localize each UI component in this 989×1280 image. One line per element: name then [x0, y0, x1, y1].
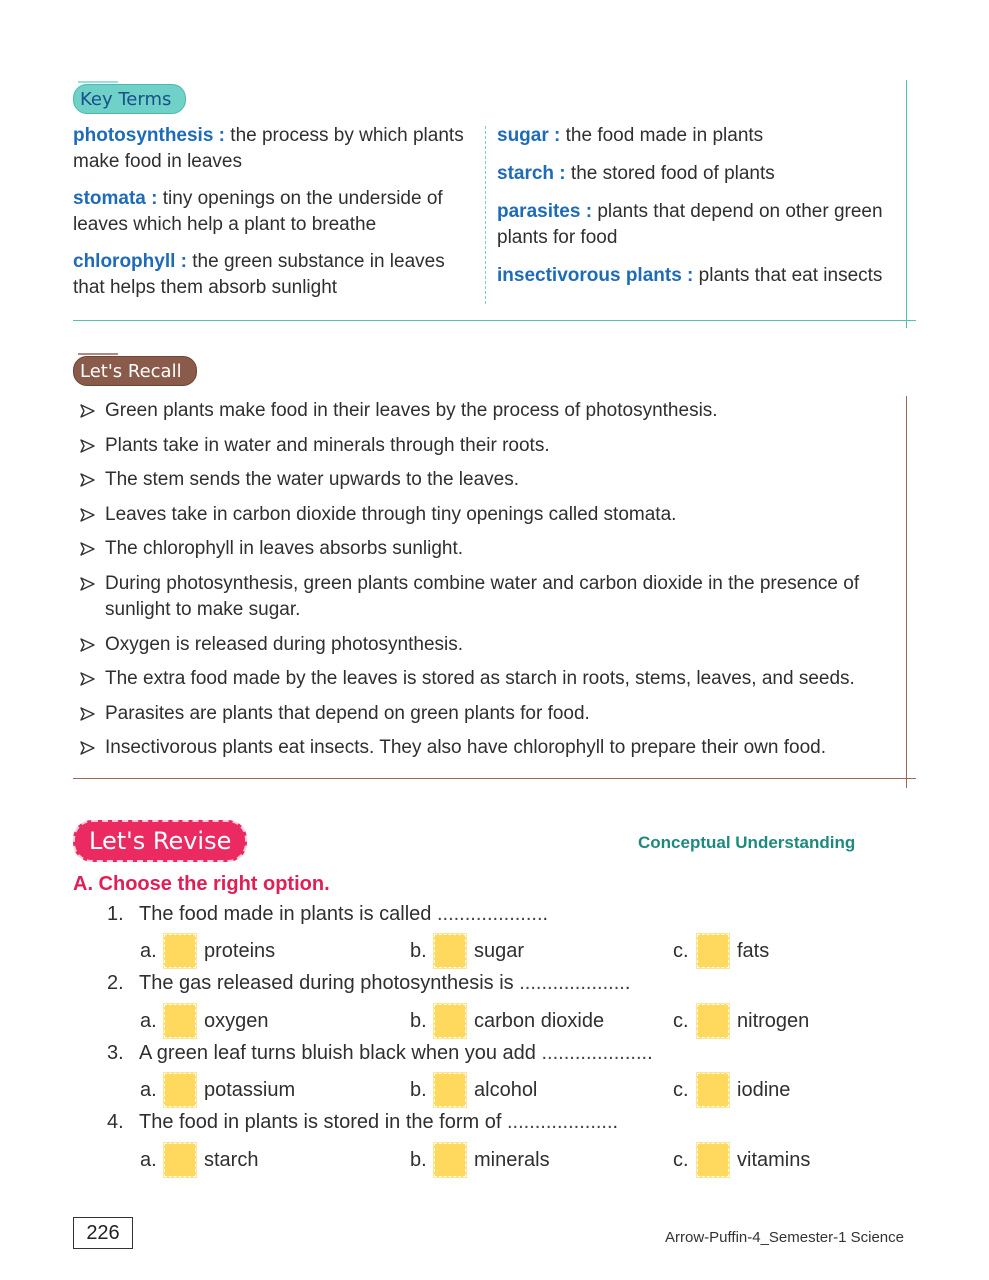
- option[interactable]: [140, 1073, 295, 1107]
- answer-checkbox[interactable]: [164, 1004, 196, 1038]
- key-terms-title: Key Terms: [80, 88, 172, 110]
- category-label: Conceptual Understanding: [638, 833, 856, 852]
- arrowhead-bullet-icon: [78, 571, 98, 597]
- key-term-definition: the stored food of plants: [565, 163, 775, 184]
- option-letter: a.: [140, 1078, 157, 1101]
- option[interactable]: [673, 1073, 790, 1107]
- list-item: [78, 571, 908, 623]
- option[interactable]: [410, 1004, 604, 1038]
- option[interactable]: [410, 934, 524, 968]
- key-term-item: [497, 199, 907, 251]
- recall-tag: [73, 356, 197, 386]
- arrowhead-bullet-icon: [78, 735, 98, 761]
- revise-title: Let's Revise: [89, 827, 232, 855]
- question-number: 2.: [107, 972, 124, 994]
- arrowhead-bullet-icon: [78, 467, 98, 493]
- option[interactable]: [140, 1004, 269, 1038]
- question: [107, 1111, 618, 1134]
- option[interactable]: [673, 1004, 809, 1038]
- recall-text: Plants take in water and minerals through their roots.: [105, 434, 550, 456]
- list-item: [78, 632, 908, 658]
- arrowhead-bullet-icon: [78, 433, 98, 459]
- option-letter: b.: [410, 1078, 427, 1101]
- key-term-word: insectivorous plants :: [497, 265, 694, 286]
- option-letter: b.: [410, 1009, 427, 1032]
- page-number: 226: [73, 1217, 133, 1249]
- option-letter: c.: [673, 1078, 689, 1101]
- question-end: .: [624, 972, 631, 994]
- key-term-item: [497, 161, 907, 187]
- question-number: 1.: [107, 903, 124, 925]
- option-text: alcohol: [474, 1078, 538, 1101]
- key-term-item: [73, 186, 478, 238]
- recall-text: Oxygen is released during photosynthesis.: [105, 633, 464, 655]
- key-term-definition: the process by which plants make food in leaves: [73, 125, 464, 172]
- option-letter: a.: [140, 1148, 157, 1171]
- key-term-definition: the green substance in leaves that helps them absorb sunlight: [73, 251, 445, 298]
- option-text: iodine: [737, 1078, 791, 1101]
- key-term-definition: the food made in plants: [560, 125, 764, 146]
- question: [107, 972, 630, 995]
- list-item: [78, 666, 908, 692]
- answer-blank: ...................: [436, 903, 543, 925]
- answer-blank: ...................: [506, 1111, 613, 1133]
- list-item: [78, 433, 908, 459]
- key-terms-bottom-border: [73, 320, 916, 321]
- recall-text: Leaves take in carbon dioxide through tiny openings called stomata.: [105, 503, 677, 525]
- option-letter: c.: [673, 939, 689, 962]
- question-end: .: [647, 1042, 653, 1064]
- key-term-word: chlorophyll :: [73, 251, 187, 272]
- option-text: fats: [737, 939, 770, 962]
- answer-checkbox[interactable]: [434, 934, 466, 968]
- answer-checkbox[interactable]: [434, 1143, 466, 1177]
- option-text: carbon dioxide: [474, 1009, 605, 1032]
- question-text: The food made in plants is called: [139, 903, 437, 925]
- option-text: nitrogen: [737, 1009, 810, 1032]
- key-terms-tag: [73, 84, 186, 114]
- recall-text: The chlorophyll in leaves absorbs sunlight.: [105, 538, 464, 560]
- arrowhead-bullet-icon: [78, 536, 98, 562]
- key-term-word: stomata :: [73, 188, 158, 209]
- answer-checkbox[interactable]: [164, 934, 196, 968]
- arrowhead-bullet-icon: [78, 632, 98, 658]
- answer-checkbox[interactable]: [164, 1143, 196, 1177]
- list-item: [78, 467, 908, 493]
- recall-text: The extra food made by the leaves is stored as starch in roots, stems, leaves, and seeds.: [105, 668, 855, 690]
- question-end: .: [612, 1111, 619, 1133]
- key-term-word: parasites :: [497, 201, 593, 222]
- answer-checkbox[interactable]: [697, 1004, 729, 1038]
- book-title: Arrow-Puffin-4_Semester-1 Science: [665, 1229, 904, 1246]
- list-item: [78, 536, 908, 562]
- key-term-item: [73, 249, 478, 301]
- option[interactable]: [410, 1073, 537, 1107]
- key-term-item: [497, 123, 907, 149]
- option-letter: b.: [410, 939, 427, 962]
- option-letter: a.: [140, 1009, 157, 1032]
- key-term-definition: tiny openings on the underside of leaves which help a plant to breathe: [73, 188, 443, 235]
- key-term-word: sugar :: [497, 125, 561, 146]
- key-term-definition: plants that eat insects: [693, 265, 883, 286]
- option[interactable]: [673, 934, 769, 968]
- recall-title: Let's Recall: [80, 360, 182, 382]
- key-terms-column-divider: [485, 126, 486, 304]
- arrowhead-bullet-icon: [78, 398, 98, 424]
- option-letter: c.: [673, 1148, 689, 1171]
- arrowhead-bullet-icon: [78, 701, 98, 727]
- answer-checkbox[interactable]: [697, 1073, 729, 1107]
- answer-checkbox[interactable]: [434, 1004, 466, 1038]
- recall-bottom-border: [73, 778, 916, 779]
- option-text: proteins: [204, 939, 276, 962]
- question: [107, 903, 548, 926]
- section-heading: A. Choose the right option.: [73, 873, 330, 895]
- revise-tag: [73, 820, 247, 862]
- option-text: vitamins: [737, 1148, 811, 1171]
- key-term-word: photosynthesis :: [73, 125, 226, 146]
- option-letter: c.: [673, 1009, 689, 1032]
- list-item: [78, 735, 908, 761]
- answer-checkbox[interactable]: [434, 1073, 466, 1107]
- question-text: The food in plants is stored in the form of: [139, 1111, 507, 1133]
- question-text: The gas released during photosynthesis is: [139, 972, 520, 994]
- answer-blank: ...................: [541, 1042, 648, 1064]
- arrowhead-bullet-icon: [78, 666, 98, 692]
- question-end: .: [542, 903, 549, 925]
- recall-list: [78, 398, 908, 770]
- answer-blank: ...................: [519, 972, 625, 994]
- question-number: 4.: [107, 1111, 124, 1133]
- answer-checkbox[interactable]: [697, 1143, 729, 1177]
- list-item: [78, 701, 908, 727]
- recall-text: Parasites are plants that depend on green plants for food.: [105, 702, 590, 724]
- option-text: sugar: [474, 939, 525, 962]
- key-term-word: starch :: [497, 163, 566, 184]
- option-text: minerals: [474, 1148, 550, 1171]
- option[interactable]: [410, 1143, 550, 1177]
- key-term-item: [497, 263, 907, 289]
- option-letter: b.: [410, 1148, 427, 1171]
- option-text: oxygen: [204, 1009, 269, 1032]
- list-item: [78, 398, 908, 424]
- arrowhead-bullet-icon: [78, 502, 98, 528]
- key-term-item: [73, 123, 478, 175]
- recall-text: During photosynthesis, green plants combine water and carbon dioxide in the presence of sunlight to make sugar.: [105, 572, 860, 620]
- option[interactable]: [140, 1143, 258, 1177]
- question-number: 3.: [107, 1042, 124, 1064]
- option-text: starch: [204, 1148, 259, 1171]
- list-item: [78, 502, 908, 528]
- question: [107, 1042, 653, 1065]
- option[interactable]: [140, 934, 275, 968]
- recall-text: Green plants make food in their leaves by the process of photosynthesis.: [105, 400, 718, 421]
- option[interactable]: [673, 1143, 810, 1177]
- recall-text: The stem sends the water upwards to the leaves.: [105, 469, 519, 491]
- key-term-definition: plants that depend on other green plants for food: [497, 201, 883, 248]
- answer-checkbox[interactable]: [697, 934, 729, 968]
- question-text: A green leaf turns bluish black when you add: [139, 1042, 542, 1064]
- answer-checkbox[interactable]: [164, 1073, 196, 1107]
- recall-text: Insectivorous plants eat insects. They also have chlorophyll to prepare their own food.: [105, 737, 826, 759]
- option-letter: a.: [140, 939, 157, 962]
- option-text: potassium: [204, 1078, 296, 1101]
